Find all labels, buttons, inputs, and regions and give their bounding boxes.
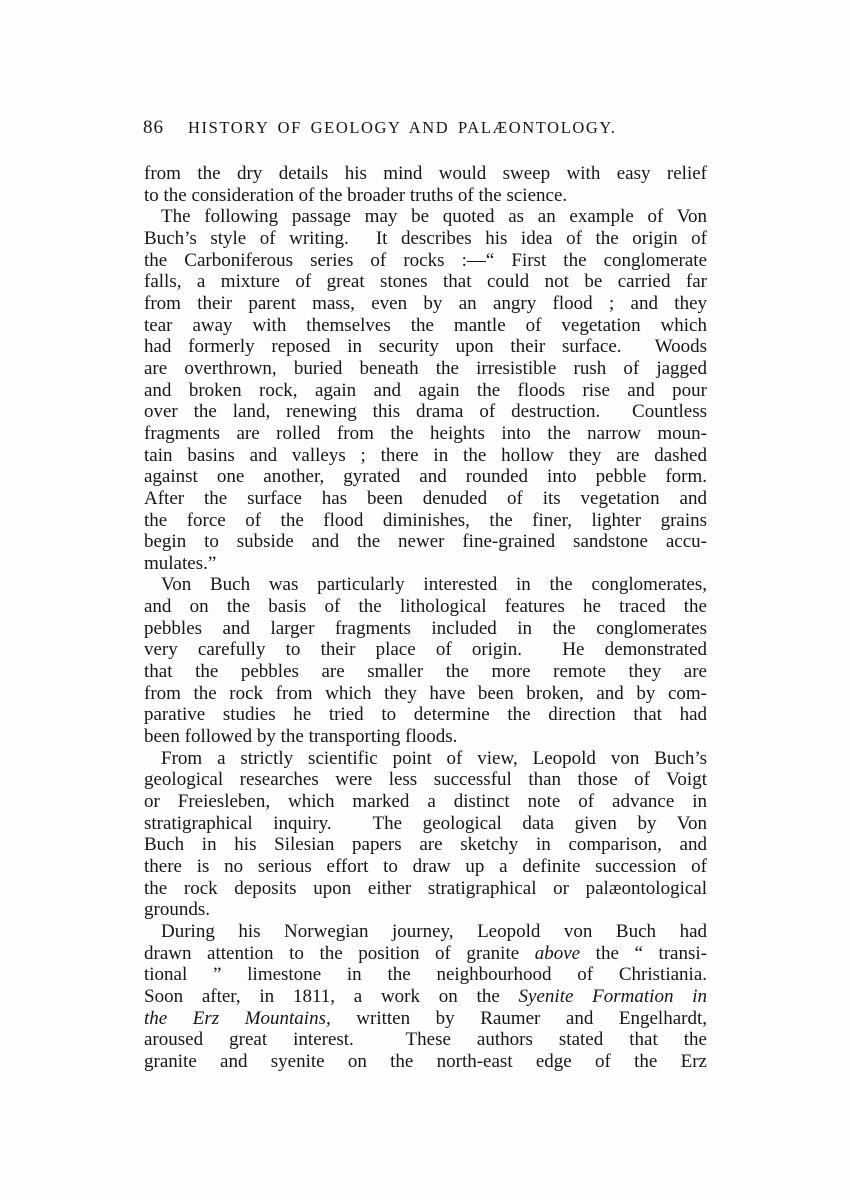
text-line <box>144 834 707 856</box>
text-line <box>144 315 707 337</box>
text-line <box>144 813 707 835</box>
text-segment: been followed by the transporting floods. <box>144 726 458 748</box>
text-line <box>144 618 707 640</box>
paragraph <box>144 921 707 1073</box>
text-segment: During his Norwegian journey, Leopold von Buch had <box>161 920 707 942</box>
text-segment: and broken rock, again and again the floods rise and pour <box>144 379 707 401</box>
text-segment: pebbles and larger fragments included in the conglomerates <box>144 617 707 639</box>
text-line <box>144 986 707 1008</box>
text-line <box>144 336 707 358</box>
text-segment: the “ transi- <box>580 942 707 964</box>
text-segment: From a strictly scientific point of view, Leopold von Buch’s <box>161 747 707 769</box>
text-segment: against one another, gyrated and rounded into pebble form. <box>144 466 707 488</box>
text-line <box>144 1051 707 1073</box>
text-segment: from the dry details his mind would sweep with easy relief <box>144 163 707 184</box>
text-line <box>144 466 707 488</box>
text-line <box>144 206 707 228</box>
text-segment: granite and syenite on the north-east edge of the Erz <box>144 1050 707 1072</box>
text-line <box>144 943 707 965</box>
text-line <box>144 639 707 661</box>
text-line <box>144 856 707 878</box>
text-segment: tional ” limestone in the neighbourhood of Christiania. <box>144 964 707 986</box>
text-segment: Buch in his Silesian papers are sketchy in comparison, and <box>144 834 707 856</box>
text-line <box>144 163 707 185</box>
text-line <box>144 553 707 575</box>
text-segment: The following passage may be quoted as an example of Von <box>161 206 707 228</box>
text-line <box>144 726 707 748</box>
text-line <box>144 921 707 943</box>
text-line <box>144 358 707 380</box>
text-line <box>144 271 707 293</box>
text-line <box>144 596 707 618</box>
text-line <box>144 748 707 770</box>
page-body <box>144 163 707 1073</box>
text-segment: very carefully to their place of origin. He demonstrated <box>144 639 707 661</box>
text-segment: to the consideration of the broader truths of the science. <box>144 184 568 206</box>
text-line <box>144 1008 707 1030</box>
text-segment: over the land, renewing this drama of destruction. Countless <box>144 401 707 423</box>
text-segment: Buch’s style of writing. It describes his idea of the origin of <box>144 227 707 249</box>
text-line <box>144 704 707 726</box>
text-line <box>144 380 707 402</box>
text-segment: tain basins and valleys ; there in the hollow they are dashed <box>144 444 707 466</box>
text-line <box>144 964 707 986</box>
text-segment: Soon after, in 1811, a work on the <box>144 985 519 1007</box>
text-segment: that the pebbles are smaller the more remote they are <box>144 661 707 683</box>
text-segment: the Carboniferous series of rocks :—“ First the conglomerate <box>144 249 707 271</box>
text-line <box>144 531 707 553</box>
text-line <box>144 488 707 510</box>
text-segment: written by Raumer and Engelhardt, <box>330 1007 707 1029</box>
text-segment: there is no serious effort to draw up a definite succession of <box>144 856 707 877</box>
text-line <box>144 401 707 423</box>
text-segment: stratigraphical inquiry. The geological data given by Von <box>144 812 707 834</box>
text-line <box>144 574 707 596</box>
paragraph <box>144 163 707 206</box>
text-segment: Von Buch was particularly interested in the conglomerates, <box>161 574 707 596</box>
italic-text: above <box>534 942 581 964</box>
text-line <box>144 791 707 813</box>
italic-text: Syenite Formation in <box>518 985 708 1007</box>
text-segment: fragments are rolled from the heights into the narrow moun- <box>144 422 707 444</box>
text-segment: aroused great interest. These authors stated that the <box>144 1029 707 1051</box>
text-segment: falls, a mixture of great stones that could not be carried far <box>144 271 707 293</box>
text-segment: the force of the flood diminishes, the finer, lighter grains <box>144 509 707 531</box>
text-line <box>144 683 707 705</box>
text-line <box>144 423 707 445</box>
page-number: 86 <box>143 117 164 138</box>
text-segment: drawn attention to the position of granite <box>144 942 535 964</box>
text-line <box>144 878 707 900</box>
text-line <box>144 250 707 272</box>
text-line <box>144 185 707 207</box>
text-segment: or Freiesleben, which marked a distinct note of advance in <box>144 791 707 813</box>
text-segment: the rock deposits upon either stratigraphical or palæontological <box>144 877 707 899</box>
text-line <box>144 769 707 791</box>
text-line <box>144 899 707 921</box>
text-segment: and on the basis of the lithological features he traced the <box>144 596 707 618</box>
text-segment: parative studies he tried to determine the direction that had <box>144 704 707 726</box>
italic-text: the Erz Mountains, <box>144 1007 331 1029</box>
page-header <box>143 117 708 139</box>
text-segment: are overthrown, buried beneath the irresistible rush of jagged <box>144 357 707 379</box>
text-segment: begin to subside and the newer fine-grained sandstone accu- <box>144 531 707 553</box>
text-segment: from the rock from which they have been broken, and by com- <box>144 682 707 704</box>
text-line <box>144 445 707 467</box>
paragraph <box>144 206 707 574</box>
text-line <box>144 510 707 532</box>
paragraph <box>144 748 707 921</box>
text-line <box>144 228 707 250</box>
text-segment: tear away with themselves the mantle of vegetation which <box>144 314 707 336</box>
text-line <box>144 1029 707 1051</box>
text-segment: grounds. <box>144 899 210 921</box>
text-line <box>144 293 707 315</box>
text-segment: from their parent mass, even by an angry flood ; and they <box>144 292 707 314</box>
text-segment: After the surface has been denuded of its vegetation and <box>144 487 707 509</box>
running-title: HISTORY OF GEOLOGY AND PALÆONTOLOGY. <box>188 118 617 137</box>
text-segment: had formerly reposed in security upon their surface. Woods <box>144 336 707 358</box>
text-segment: mulates.” <box>144 552 217 574</box>
text-line <box>144 661 707 683</box>
text-segment: geological researches were less successful than those of Voigt <box>144 769 707 791</box>
paragraph <box>144 574 707 747</box>
